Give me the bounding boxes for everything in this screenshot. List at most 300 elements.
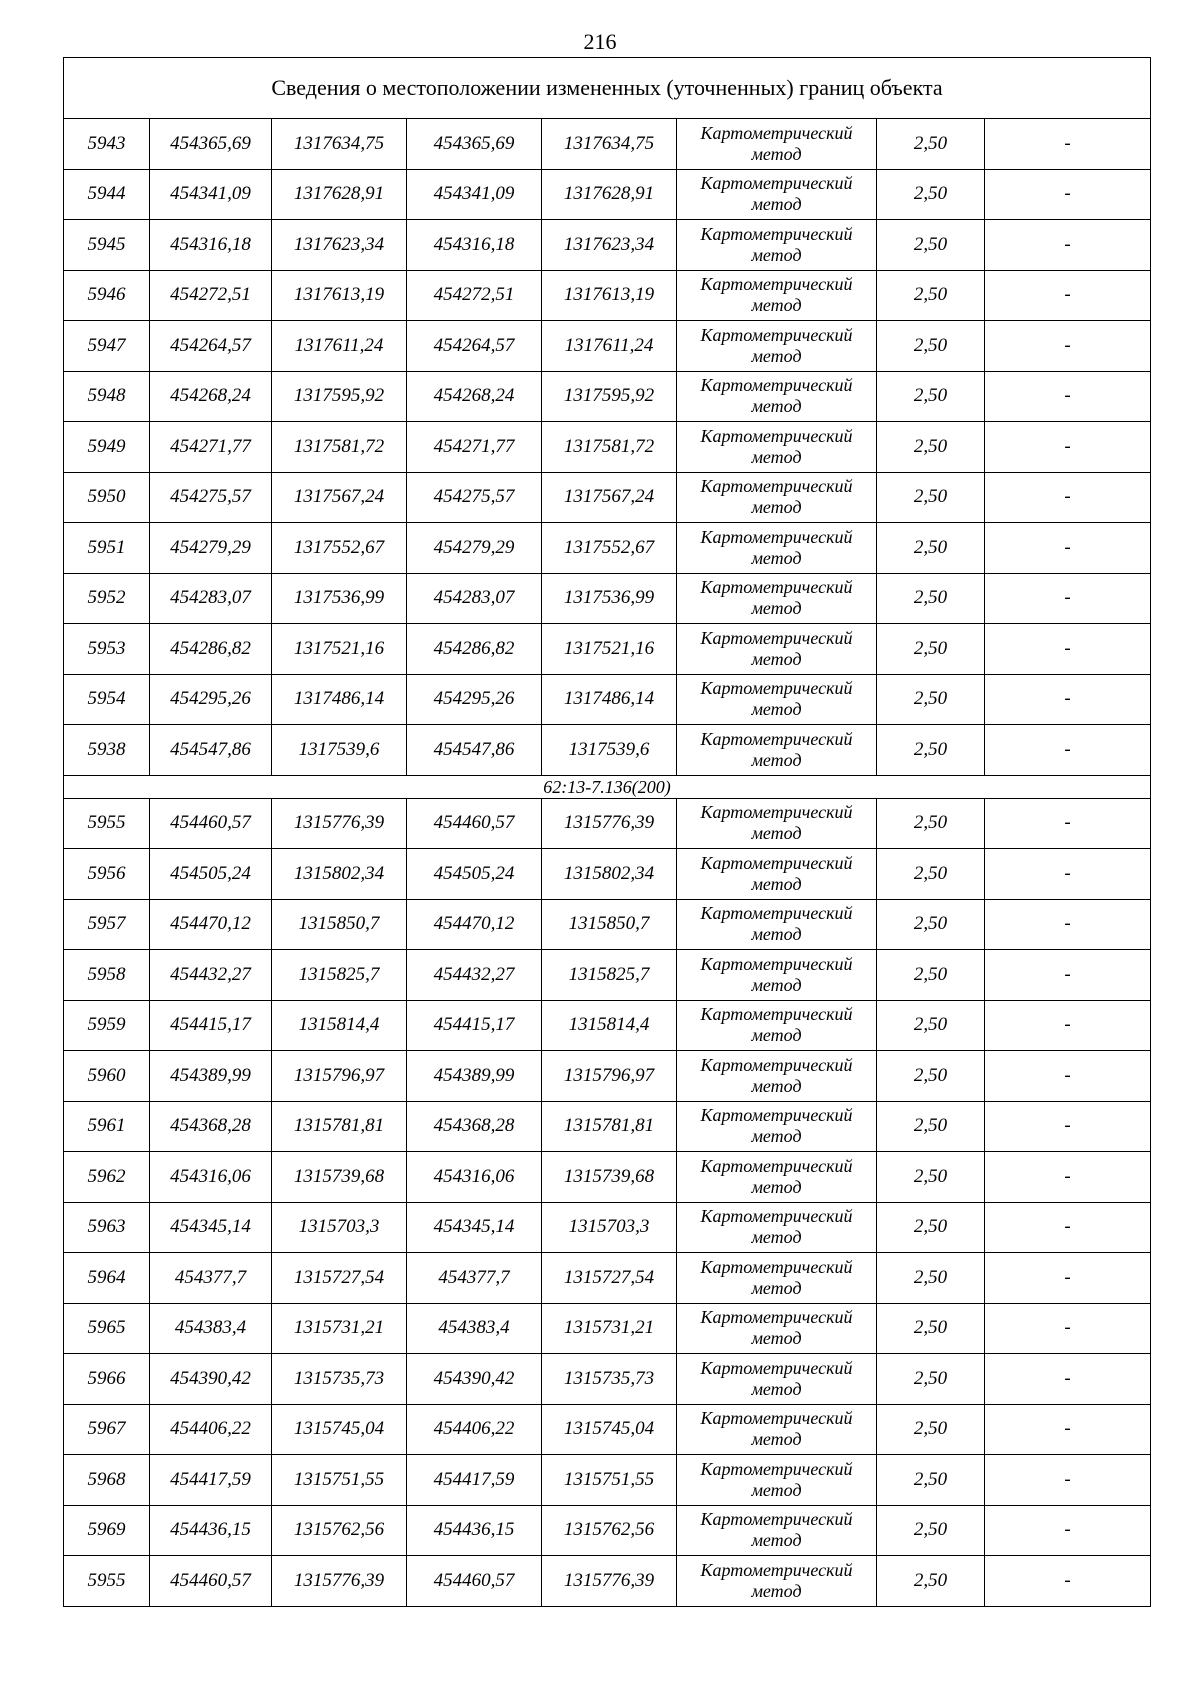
x-new-cell: 454316,06 — [407, 1152, 542, 1203]
x-new-cell: 454377,7 — [407, 1253, 542, 1304]
table-row — [64, 674, 1151, 725]
table-row — [64, 725, 1151, 776]
y-existing-cell: 1315735,73 — [272, 1354, 407, 1405]
x-existing-cell: 454286,82 — [150, 624, 272, 675]
accuracy-cell: 2,50 — [877, 270, 985, 321]
y-existing-cell: 1315781,81 — [272, 1101, 407, 1152]
accuracy-cell: 2,50 — [877, 950, 985, 1001]
description-cell: - — [985, 1505, 1151, 1556]
x-new-cell: 454383,4 — [407, 1303, 542, 1354]
description-cell: - — [985, 1404, 1151, 1455]
x-new-cell: 454264,57 — [407, 321, 542, 372]
x-existing-cell: 454341,09 — [150, 169, 272, 220]
point-number-cell: 5954 — [64, 674, 150, 725]
method-line1: Картометрический — [700, 1004, 853, 1025]
description-cell: - — [985, 1101, 1151, 1152]
table-row — [64, 1051, 1151, 1102]
accuracy-cell: 2,50 — [877, 1051, 985, 1102]
point-number-cell: 5962 — [64, 1152, 150, 1203]
accuracy-cell: 2,50 — [877, 674, 985, 725]
table-row — [64, 1253, 1151, 1304]
point-number-cell: 5946 — [64, 270, 150, 321]
x-existing-cell: 454345,14 — [150, 1202, 272, 1253]
method-line2: метод — [751, 396, 802, 417]
description-cell: - — [985, 1152, 1151, 1203]
point-number-cell: 5959 — [64, 1000, 150, 1051]
description-cell: - — [985, 1253, 1151, 1304]
method-line1: Картометрический — [700, 223, 853, 244]
table-row — [64, 1354, 1151, 1405]
description-cell: - — [985, 422, 1151, 473]
y-new-cell: 1317486,14 — [542, 674, 677, 725]
method-cell — [677, 371, 877, 422]
method-cell — [677, 1455, 877, 1506]
y-existing-cell: 1317486,14 — [272, 674, 407, 725]
table-title: Сведения о местоположении измененных (уточненных) границ объекта — [64, 58, 1151, 119]
point-number-cell: 5943 — [64, 119, 150, 170]
accuracy-cell: 2,50 — [877, 1404, 985, 1455]
y-new-cell: 1317567,24 — [542, 472, 677, 523]
method-line2: метод — [751, 1530, 802, 1551]
method-line1: Картометрический — [700, 802, 853, 823]
method-cell — [677, 950, 877, 1001]
x-new-cell: 454286,82 — [407, 624, 542, 675]
accuracy-cell: 2,50 — [877, 119, 985, 170]
method-line2: метод — [751, 823, 802, 844]
y-existing-cell: 1317567,24 — [272, 472, 407, 523]
method-cell — [677, 169, 877, 220]
method-cell — [677, 674, 877, 725]
method-line1: Картометрический — [700, 1509, 853, 1530]
y-existing-cell: 1315825,7 — [272, 950, 407, 1001]
method-line1: Картометрический — [700, 577, 853, 598]
method-line2: метод — [751, 1176, 802, 1197]
method-cell — [677, 1000, 877, 1051]
section-label: 62:13-7.136(200) — [64, 775, 1151, 798]
point-number-cell: 5960 — [64, 1051, 150, 1102]
accuracy-cell: 2,50 — [877, 624, 985, 675]
x-new-cell: 454316,18 — [407, 220, 542, 271]
method-line1: Картометрический — [700, 1206, 853, 1227]
method-line2: метод — [751, 749, 802, 770]
point-number-cell: 5958 — [64, 950, 150, 1001]
y-existing-cell: 1317628,91 — [272, 169, 407, 220]
description-cell: - — [985, 270, 1151, 321]
table-row — [64, 1000, 1151, 1051]
table-row — [64, 1505, 1151, 1556]
y-new-cell: 1317611,24 — [542, 321, 677, 372]
accuracy-cell: 2,50 — [877, 1202, 985, 1253]
table-row — [64, 270, 1151, 321]
accuracy-cell: 2,50 — [877, 1455, 985, 1506]
x-existing-cell: 454316,06 — [150, 1152, 272, 1203]
point-number-cell: 5964 — [64, 1253, 150, 1304]
x-new-cell: 454417,59 — [407, 1455, 542, 1506]
method-line1: Картометрический — [700, 1054, 853, 1075]
point-number-cell: 5955 — [64, 1556, 150, 1607]
description-cell: - — [985, 321, 1151, 372]
x-new-cell: 454341,09 — [407, 169, 542, 220]
point-number-cell: 5965 — [64, 1303, 150, 1354]
method-cell — [677, 899, 877, 950]
point-number-cell: 5944 — [64, 169, 150, 220]
x-existing-cell: 454271,77 — [150, 422, 272, 473]
accuracy-cell: 2,50 — [877, 371, 985, 422]
method-line2: метод — [751, 1328, 802, 1349]
table-row — [64, 472, 1151, 523]
description-cell: - — [985, 624, 1151, 675]
method-line1: Картометрический — [700, 678, 853, 699]
method-cell — [677, 849, 877, 900]
table-row — [64, 1404, 1151, 1455]
table-row — [64, 220, 1151, 271]
y-new-cell: 1317634,75 — [542, 119, 677, 170]
method-line1: Картометрический — [700, 122, 853, 143]
y-existing-cell: 1315703,3 — [272, 1202, 407, 1253]
method-line1: Картометрический — [700, 173, 853, 194]
method-line1: Картометрический — [700, 728, 853, 749]
x-existing-cell: 454460,57 — [150, 798, 272, 849]
x-new-cell: 454505,24 — [407, 849, 542, 900]
x-existing-cell: 454316,18 — [150, 220, 272, 271]
method-line2: метод — [751, 974, 802, 995]
y-new-cell: 1315850,7 — [542, 899, 677, 950]
method-cell — [677, 523, 877, 574]
y-new-cell: 1317613,19 — [542, 270, 677, 321]
x-existing-cell: 454436,15 — [150, 1505, 272, 1556]
method-line1: Картометрический — [700, 1357, 853, 1378]
accuracy-cell: 2,50 — [877, 573, 985, 624]
point-number-cell: 5955 — [64, 798, 150, 849]
table-row — [64, 1101, 1151, 1152]
x-new-cell: 454547,86 — [407, 725, 542, 776]
section-row — [64, 775, 1151, 798]
point-number-cell: 5950 — [64, 472, 150, 523]
y-existing-cell: 1315727,54 — [272, 1253, 407, 1304]
x-existing-cell: 454415,17 — [150, 1000, 272, 1051]
x-new-cell: 454460,57 — [407, 1556, 542, 1607]
description-cell: - — [985, 1556, 1151, 1607]
y-existing-cell: 1317536,99 — [272, 573, 407, 624]
y-new-cell: 1315739,68 — [542, 1152, 677, 1203]
point-number-cell: 5948 — [64, 371, 150, 422]
description-cell: - — [985, 725, 1151, 776]
method-line2: метод — [751, 547, 802, 568]
accuracy-cell: 2,50 — [877, 899, 985, 950]
method-line2: метод — [751, 143, 802, 164]
method-cell — [677, 798, 877, 849]
table-row — [64, 1303, 1151, 1354]
table-row — [64, 573, 1151, 624]
method-line2: метод — [751, 244, 802, 265]
table-row — [64, 1556, 1151, 1607]
x-new-cell: 454279,29 — [407, 523, 542, 574]
y-new-cell: 1317539,6 — [542, 725, 677, 776]
method-line1: Картометрический — [700, 627, 853, 648]
table-row — [64, 422, 1151, 473]
x-existing-cell: 454368,28 — [150, 1101, 272, 1152]
accuracy-cell: 2,50 — [877, 725, 985, 776]
table-row — [64, 1152, 1151, 1203]
method-line1: Картометрический — [700, 953, 853, 974]
x-new-cell: 454345,14 — [407, 1202, 542, 1253]
description-cell: - — [985, 1051, 1151, 1102]
x-existing-cell: 454377,7 — [150, 1253, 272, 1304]
table-row — [64, 371, 1151, 422]
y-new-cell: 1315745,04 — [542, 1404, 677, 1455]
method-cell — [677, 725, 877, 776]
method-cell — [677, 119, 877, 170]
x-existing-cell: 454275,57 — [150, 472, 272, 523]
method-cell — [677, 1505, 877, 1556]
y-existing-cell: 1317623,34 — [272, 220, 407, 271]
method-line1: Картометрический — [700, 852, 853, 873]
y-new-cell: 1317628,91 — [542, 169, 677, 220]
table-title-row — [64, 58, 1151, 119]
table-row — [64, 119, 1151, 170]
y-existing-cell: 1315776,39 — [272, 798, 407, 849]
x-existing-cell: 454365,69 — [150, 119, 272, 170]
x-existing-cell: 454547,86 — [150, 725, 272, 776]
point-number-cell: 5952 — [64, 573, 150, 624]
method-line1: Картометрический — [700, 425, 853, 446]
x-new-cell: 454432,27 — [407, 950, 542, 1001]
method-line1: Картометрический — [700, 476, 853, 497]
method-line1: Картометрический — [700, 375, 853, 396]
accuracy-cell: 2,50 — [877, 523, 985, 574]
method-line2: метод — [751, 1378, 802, 1399]
x-existing-cell: 454460,57 — [150, 1556, 272, 1607]
point-number-cell: 5963 — [64, 1202, 150, 1253]
x-new-cell: 454436,15 — [407, 1505, 542, 1556]
description-cell: - — [985, 573, 1151, 624]
accuracy-cell: 2,50 — [877, 1303, 985, 1354]
method-line2: метод — [751, 1429, 802, 1450]
description-cell: - — [985, 849, 1151, 900]
x-new-cell: 454470,12 — [407, 899, 542, 950]
point-number-cell: 5947 — [64, 321, 150, 372]
method-line2: метод — [751, 598, 802, 619]
y-existing-cell: 1317595,92 — [272, 371, 407, 422]
y-new-cell: 1315802,34 — [542, 849, 677, 900]
x-new-cell: 454365,69 — [407, 119, 542, 170]
point-number-cell: 5951 — [64, 523, 150, 574]
method-cell — [677, 1303, 877, 1354]
table-row — [64, 849, 1151, 900]
y-new-cell: 1315727,54 — [542, 1253, 677, 1304]
y-new-cell: 1315703,3 — [542, 1202, 677, 1253]
point-number-cell: 5968 — [64, 1455, 150, 1506]
y-existing-cell: 1315731,21 — [272, 1303, 407, 1354]
x-existing-cell: 454272,51 — [150, 270, 272, 321]
table-row — [64, 899, 1151, 950]
accuracy-cell: 2,50 — [877, 321, 985, 372]
x-new-cell: 454283,07 — [407, 573, 542, 624]
x-existing-cell: 454279,29 — [150, 523, 272, 574]
y-existing-cell: 1315762,56 — [272, 1505, 407, 1556]
method-cell — [677, 321, 877, 372]
table-row — [64, 624, 1151, 675]
accuracy-cell: 2,50 — [877, 1354, 985, 1405]
x-existing-cell: 454283,07 — [150, 573, 272, 624]
y-new-cell: 1315762,56 — [542, 1505, 677, 1556]
y-new-cell: 1315776,39 — [542, 798, 677, 849]
boundary-table — [63, 57, 1151, 1607]
x-existing-cell: 454389,99 — [150, 1051, 272, 1102]
point-number-cell: 5957 — [64, 899, 150, 950]
accuracy-cell: 2,50 — [877, 1152, 985, 1203]
y-new-cell: 1315731,21 — [542, 1303, 677, 1354]
point-number-cell: 5956 — [64, 849, 150, 900]
y-existing-cell: 1317552,67 — [272, 523, 407, 574]
method-cell — [677, 472, 877, 523]
point-number-cell: 5961 — [64, 1101, 150, 1152]
y-new-cell: 1315781,81 — [542, 1101, 677, 1152]
method-cell — [677, 422, 877, 473]
table-row — [64, 1455, 1151, 1506]
method-line2: метод — [751, 648, 802, 669]
y-new-cell: 1315796,97 — [542, 1051, 677, 1102]
x-existing-cell: 454268,24 — [150, 371, 272, 422]
description-cell: - — [985, 1000, 1151, 1051]
y-existing-cell: 1317611,24 — [272, 321, 407, 372]
description-cell: - — [985, 1354, 1151, 1405]
y-new-cell: 1317581,72 — [542, 422, 677, 473]
table-row — [64, 321, 1151, 372]
x-new-cell: 454390,42 — [407, 1354, 542, 1405]
accuracy-cell: 2,50 — [877, 472, 985, 523]
method-line2: метод — [751, 1479, 802, 1500]
x-existing-cell: 454432,27 — [150, 950, 272, 1001]
accuracy-cell: 2,50 — [877, 220, 985, 271]
y-existing-cell: 1317634,75 — [272, 119, 407, 170]
point-number-cell: 5938 — [64, 725, 150, 776]
description-cell: - — [985, 220, 1151, 271]
method-line2: метод — [751, 345, 802, 366]
y-existing-cell: 1317581,72 — [272, 422, 407, 473]
x-existing-cell: 454505,24 — [150, 849, 272, 900]
method-line2: метод — [751, 1025, 802, 1046]
point-number-cell: 5969 — [64, 1505, 150, 1556]
method-line2: метод — [751, 1580, 802, 1601]
method-cell — [677, 573, 877, 624]
x-new-cell: 454415,17 — [407, 1000, 542, 1051]
accuracy-cell: 2,50 — [877, 1505, 985, 1556]
description-cell: - — [985, 119, 1151, 170]
method-cell — [677, 220, 877, 271]
x-new-cell: 454389,99 — [407, 1051, 542, 1102]
method-line2: метод — [751, 1277, 802, 1298]
method-cell — [677, 1253, 877, 1304]
x-new-cell: 454406,22 — [407, 1404, 542, 1455]
point-number-cell: 5953 — [64, 624, 150, 675]
method-line2: метод — [751, 194, 802, 215]
description-cell: - — [985, 899, 1151, 950]
method-cell — [677, 1101, 877, 1152]
accuracy-cell: 2,50 — [877, 1253, 985, 1304]
y-existing-cell: 1317539,6 — [272, 725, 407, 776]
y-existing-cell: 1317613,19 — [272, 270, 407, 321]
method-line1: Картометрический — [700, 526, 853, 547]
table-row — [64, 169, 1151, 220]
y-new-cell: 1315776,39 — [542, 1556, 677, 1607]
y-existing-cell: 1315814,4 — [272, 1000, 407, 1051]
description-cell: - — [985, 1202, 1151, 1253]
y-existing-cell: 1315751,55 — [272, 1455, 407, 1506]
method-cell — [677, 1404, 877, 1455]
method-cell — [677, 1556, 877, 1607]
method-line1: Картометрический — [700, 1408, 853, 1429]
method-cell — [677, 270, 877, 321]
description-cell: - — [985, 950, 1151, 1001]
y-existing-cell: 1315776,39 — [272, 1556, 407, 1607]
y-existing-cell: 1315796,97 — [272, 1051, 407, 1102]
method-line1: Картометрический — [700, 1256, 853, 1277]
method-line1: Картометрический — [700, 1307, 853, 1328]
method-cell — [677, 1354, 877, 1405]
description-cell: - — [985, 1303, 1151, 1354]
x-new-cell: 454275,57 — [407, 472, 542, 523]
method-line2: метод — [751, 446, 802, 467]
y-new-cell: 1317536,99 — [542, 573, 677, 624]
y-new-cell: 1315814,4 — [542, 1000, 677, 1051]
x-existing-cell: 454383,4 — [150, 1303, 272, 1354]
description-cell: - — [985, 523, 1151, 574]
accuracy-cell: 2,50 — [877, 422, 985, 473]
y-existing-cell: 1317521,16 — [272, 624, 407, 675]
x-new-cell: 454272,51 — [407, 270, 542, 321]
table-row — [64, 523, 1151, 574]
method-line1: Картометрический — [700, 1458, 853, 1479]
y-new-cell: 1317623,34 — [542, 220, 677, 271]
x-new-cell: 454368,28 — [407, 1101, 542, 1152]
description-cell: - — [985, 169, 1151, 220]
point-number-cell: 5949 — [64, 422, 150, 473]
method-line2: метод — [751, 1126, 802, 1147]
method-cell — [677, 1152, 877, 1203]
point-number-cell: 5966 — [64, 1354, 150, 1405]
y-existing-cell: 1315745,04 — [272, 1404, 407, 1455]
table-row — [64, 798, 1151, 849]
x-new-cell: 454271,77 — [407, 422, 542, 473]
x-existing-cell: 454406,22 — [150, 1404, 272, 1455]
method-cell — [677, 1202, 877, 1253]
accuracy-cell: 2,50 — [877, 849, 985, 900]
method-line2: метод — [751, 873, 802, 894]
method-line2: метод — [751, 1227, 802, 1248]
accuracy-cell: 2,50 — [877, 1556, 985, 1607]
x-existing-cell: 454264,57 — [150, 321, 272, 372]
y-existing-cell: 1315802,34 — [272, 849, 407, 900]
x-new-cell: 454295,26 — [407, 674, 542, 725]
y-new-cell: 1317521,16 — [542, 624, 677, 675]
accuracy-cell: 2,50 — [877, 1101, 985, 1152]
method-line1: Картометрический — [700, 1559, 853, 1580]
description-cell: - — [985, 674, 1151, 725]
method-cell — [677, 624, 877, 675]
method-line2: метод — [751, 1075, 802, 1096]
table-row — [64, 950, 1151, 1001]
description-cell: - — [985, 371, 1151, 422]
method-line2: метод — [751, 699, 802, 720]
x-existing-cell: 454470,12 — [150, 899, 272, 950]
method-line1: Картометрический — [700, 1155, 853, 1176]
y-existing-cell: 1315850,7 — [272, 899, 407, 950]
x-new-cell: 454268,24 — [407, 371, 542, 422]
method-line1: Картометрический — [700, 274, 853, 295]
description-cell: - — [985, 472, 1151, 523]
x-existing-cell: 454390,42 — [150, 1354, 272, 1405]
